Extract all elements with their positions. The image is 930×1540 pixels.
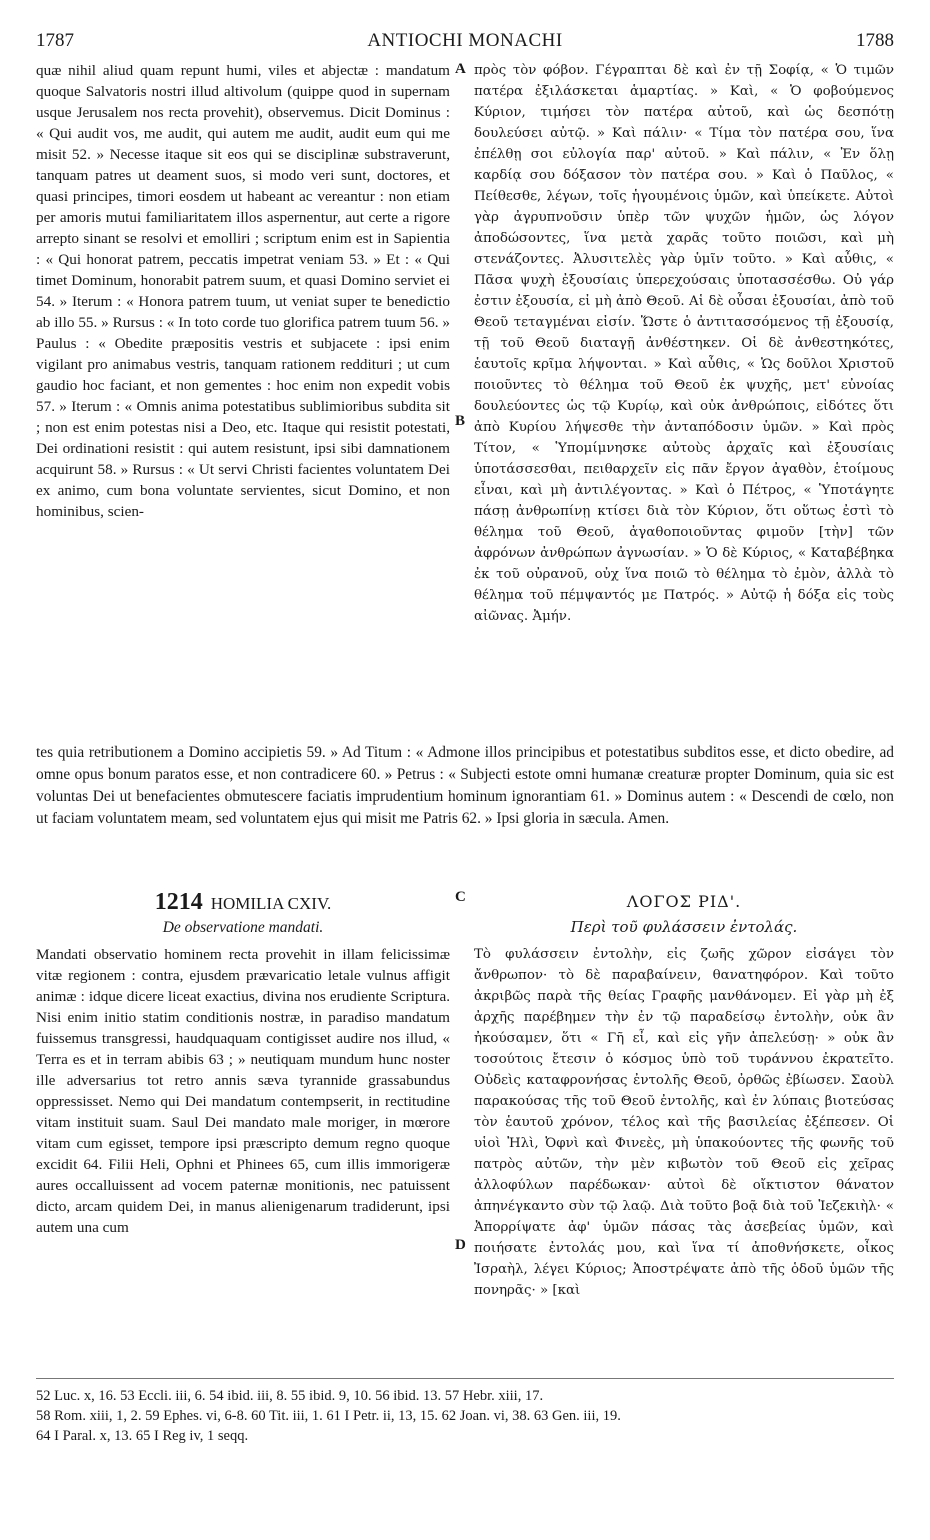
- margin-marker-b: B: [455, 413, 466, 429]
- footnote-line: 58 Rom. xiii, 1, 2. 59 Ephes. vi, 6-8. 60 Tit. iii, 1. 61 I Petr. ii, 13, 15. 62 Joan. vi, 38. 63 Gen. iii, 19.: [36, 1408, 621, 1424]
- greek-column-bottom: [474, 944, 894, 1364]
- latin-full-width-text: [36, 742, 894, 882]
- latin-column-bottom: [36, 944, 450, 1364]
- running-title: ANTIOCHI MONACHI: [367, 30, 563, 51]
- margin-marker-a: A: [455, 61, 466, 77]
- footnote-line: 64 I Paral. x, 13. 65 I Reg iv, 1 seqq.: [36, 1428, 249, 1444]
- page-header: [36, 30, 894, 54]
- latin-text-bottom: Mandati observatio hominem recta provehit in illam felicissimæ vitæ regionem : contra, ejusdem prævaricatio letale vulnus affigit animæ : idque dicere liceat exactius, divina nos erudiente Scriptura. Nisi enim initio statim conditionis nostræ, in paradiso mandatum fuissemus transgressi, haudquaquam contigisset audire nos illud, « Terra es et in terram abibis 63 ; » neutiquam mundum hunc noster ille adversarius tot retro annis sæva tyrannide grassabundus oppressisset. Nemo qui Dei mandatum contempserit, in rectitudine vitam instituit suam. Saul Dei mandato male moriger, in mœrore vitam cum egisset, tempore ipsi præscripto demum regno quoque excidit 64. Filii Heli, Ophni et Phinees 65, cum illis immorigeræ aures occalluissent ad vocem paternæ monitionis, nec patuissent dicto, arcam quidem Dei, in manus alienigenarum tradiderunt, ipsi autem una cum: [36, 946, 450, 1236]
- page-number-left: 1787: [36, 30, 74, 51]
- homily-title-greek: ΛΟΓΟΣ ΡΙΔ'.: [626, 892, 742, 911]
- margin-marker-c: C: [455, 889, 466, 905]
- greek-text-top: πρὸς τὸν φόβον. Γέγραπται δὲ καὶ ἐν τῇ Σοφίᾳ, « Ὁ τιμῶν πατέρα ἐξιλάσκεται ἁμαρτίας. » Καὶ, « Ὁ φοβούμενος Κύριον, τιμήσει τὸν πατέρα αὐτοῦ, καὶ ὡς δεσπότῃ δουλεύσει αὐτῷ. » Καὶ πάλιν· « Τίμα τὸν πατέρα σου, ἵνα ἐπέλθῃ σοι εὐλογία παρ' αὐτοῦ. » Καὶ πάλιν, « Ἐν ὅλῃ καρδίᾳ σου δόξασον τὸν πατέρα σου. » Καὶ ὁ Παῦλος, « Πείθεσθε, λέγων, τοῖς ἡγουμένοις ὑμῶν, καὶ ὑπείκετε. Αὐτοὶ γὰρ ἀγρυπνοῦσιν ὑπὲρ τῶν ψυχῶν ἡμῶν, ὡς λόγον ἀποδώσοντες, ἵνα μετὰ χαρᾶς τοῦτο ποιῶσι, καὶ μὴ στενάζοντες. Ἀλυσιτελὲς γὰρ ὑμῖν τοῦτο. » Καὶ αὖθις, « Πᾶσα ψυχὴ ἐξουσίαις ὑπερεχούσαις ὑποτασσέσθω. Οὐ γάρ ἐστιν ἐξουσία, εἰ μὴ ἀπὸ Θεοῦ. Αἱ δὲ οὖσαι ἐξουσίαι, ἀπὸ τοῦ Θεοῦ τεταγμέναι εἰσίν. Ὥστε ὁ ἀντιτασσόμενος τῇ ἐξουσίᾳ, τῇ τοῦ Θεοῦ διαταγῇ ἀνθέστηκεν. Οἱ δὲ ἀνθεστηκότες, ἑαυτοῖς κρῖμα λήψονται. » Καὶ αὖθις, « Ὡς δοῦλοι Χριστοῦ ποιοῦντες τὸ θέλημα τοῦ Θεοῦ ἐκ ψυχῆς, μετ' εὐνοίας δουλεύοντες ὡς τῷ Κυρίῳ, καὶ οὐκ ἀνθρώποις, εἰδότες ὅτι ἀπὸ Κυρίου λήψεσθε τὴν ἀνταπόδοσιν ὑμῶν. » Καὶ πρὸς Τίτον, « Ὑπομίμνησκε αὐτοὺς ἀρχαῖς καὶ ἐξουσίαις ὑποτάσσεσθαι, πειθαρχεῖν εἰς πᾶν ἔργον ἀγαθὸν, ἑτοίμους εἶναι, καὶ μὴ ἀντιλέγοντας. » Καὶ ὁ Πέτρος, « Ὑποτάγητε πάσῃ ἀνθρωπίνῃ κτίσει διὰ τὸν Κύριον, ὅτι οὕτως ἐστὶ τὸ θέλημα τοῦ Θεοῦ, ἀγαθοποιοῦντας φιμοῦν [τὴν] τῶν ἀφρόνων ἀνθρώπων ἀγνωσίαν. » Ὁ δὲ Κύριος, « Καταβέβηκα ἐκ τοῦ οὐρανοῦ, οὐχ ἵνα ποιῶ τὸ θέλημα τὸ ἐμὸν, ἀλλὰ τὸ θέλημα τοῦ πέμψαντός με Πατρός. » Αὐτῷ ἡ δόξα εἰς τοὺς αἰῶνας. Ἀμήν.: [474, 63, 894, 624]
- latin-text-full: tes quia retributionem a Domino accipietis 59. » Ad Titum : « Admone illos principibus et potestatibus subditos esse, et dicto obedire, ad omne opus bonum paratos esse, et non contradicere 60. » Petrus : « Subjecti estote omni humanæ creaturæ propter Dominum, quia sic est voluntas Dei ut benefacientes obmutescere faciatis imprudentium hominum ignorantiam 61. » Dominus autem : « Descendi de cœlo, non ut faciam voluntatem meam, sed voluntatem ejus qui misit me Patris 62. » Ipsi gloria in sæcula. Amen.: [36, 744, 894, 827]
- footnote-divider: [36, 1378, 894, 1379]
- homily-subtitle-latin: De observatione mandati.: [162, 919, 324, 936]
- footnote-line: 52 Luc. x, 16. 53 Eccli. iii, 6. 54 ibid. iii, 8. 55 ibid. 9, 10. 56 ibid. 13. 57 Hebr. xiii, 17.: [36, 1388, 544, 1404]
- greek-column-top: [474, 60, 894, 740]
- latin-text-top: quæ nihil aliud quam repunt humi, viles et abjectæ : mandatum quoque Salvatoris nostri illud altivolum (quippe quod in supernam usque Jerusalem nos recta provehit), observemus. Dicit Dominus : « Qui audit vos, me audit, qui autem me audit, audit eum qui me misit 52. » Necesse itaque sit eos qui se disciplinæ substraverunt, tanquam patres ut deament suos, si modo veri sunt, doctores, et quasi principes, timori eosdem ut habeant ac vereantur : non etiam per amoris mutui familiaritatem illos aspernentur, aut certe a rigore arrepto sinant se resolvi et emolliri ; scriptum enim est in Sapientia : « Qui honorat patrem, peccatis impetrat veniam 53. » Et : « Qui timet Dominum, honorabit patrem suum, et quasi Domino serviet ei 54. » Iterum : « Honora patrem tuum, ut veniat super te benedictio ab illo 55. » Rursus : « In toto corde tuo glorifica patrem tuum 56. » Paulus : « Obedite præpositis vestris et subjacete : ipsi enim vigilant pro animabus vestris, tanquam rationem reddituri ; ut cum gaudio hoc faciant, et non gementes : hoc enim non expedit vobis 57. » Iterum : « Omnis anima potestatibus sublimioribus subdita sit ; non est enim potestas nisi a Deo, etc. Itaque qui resistit potestati, Dei ordinationi resistit : qui autem resistunt, ipsi sibi damnationem acquirunt 58. » Rursus : « Ut servi Christi facientes voluntatem Dei ex animo, cum bona voluntate servientes, sicut Domino, et non hominibus, scien-: [36, 62, 450, 520]
- footnotes: [36, 1386, 894, 1446]
- homily-heading-latin: HOMILIA CXIV.: [210, 894, 332, 913]
- column-number: 1214: [154, 889, 203, 915]
- greek-text-bottom: Τὸ φυλάσσειν ἐντολὴν, εἰς ζωῆς χῶρον εἰσάγει τὸν ἄνθρωπον· τὸ δὲ παραβαίνειν, θανατηφόρον. Καὶ τοῦτο ἀκριβῶς παρὰ τῆς θείας Γραφῆς μανθάνομεν. Εἰ γὰρ μὴ ἐξ ἀρχῆς παρέβημεν τὴν ἐν τῷ παραδείσῳ ἐντολὴν, οὐκ ἂν ἠκούσαμεν, ὅτι « Γῆ εἶ, καὶ εἰς γῆν ἀπελεύσῃ· » οὐκ ἂν τοσούτοις ἔτεσιν ὁ κόσμος ὑπὸ τοῦ τυράννου ἐκρατεῖτο. Οὐδεὶς καταφρονήσας ἐντολῆς Θεοῦ, ὀρθῶς ἐβίωσεν. Σαοὺλ παρακούσας τῆς τοῦ Θεοῦ ἐντολῆς, καὶ ἐν λύπαις βιοτεύσας τὸν ἑαυτοῦ χρόνον, τέλος καὶ τῆς βασιλείας ἐξέπεσεν. Οἱ υἱοὶ Ἠλὶ, Ὀφνὶ καὶ Φινεὲς, μὴ ὑπακούοντες τῆς φωνῆς τοῦ πατρὸς αὐτῶν, τὴν μὲν κιβωτὸν τοῦ Θεοῦ εἰς χεῖρας ἀλλοφύλων παρέδωκαν· αὐτοὶ δὲ οἴκτιστον θάνατον ἀπηνέγκαντο σὺν τῷ λαῷ. Διὰ τοῦτο βοᾷ διὰ τοῦ Ἰεζεκιὴλ· « Ἀπορρίψατε ἀφ' ὑμῶν πάσας τὰς ἀσεβείας ὑμῶν, καὶ ποιήσατε ἐντολάς μου, καὶ ἵνα τί ἀποθνήσκετε, οἶκος Ἰσραὴλ, λέγει Κύριος; Ἀποστρέψατε ἀπὸ τῆς ὁδοῦ ὑμῶν τῆς πονηρᾶς· » [καὶ: [474, 947, 894, 1298]
- homily-subtitle-greek: Περὶ τοῦ φυλάσσειν ἐντολάς.: [570, 918, 798, 936]
- margin-marker-d: D: [455, 1237, 466, 1253]
- latin-column-top: [36, 60, 450, 740]
- page-number-right: 1788: [856, 30, 894, 51]
- homily-title-latin: [36, 889, 450, 916]
